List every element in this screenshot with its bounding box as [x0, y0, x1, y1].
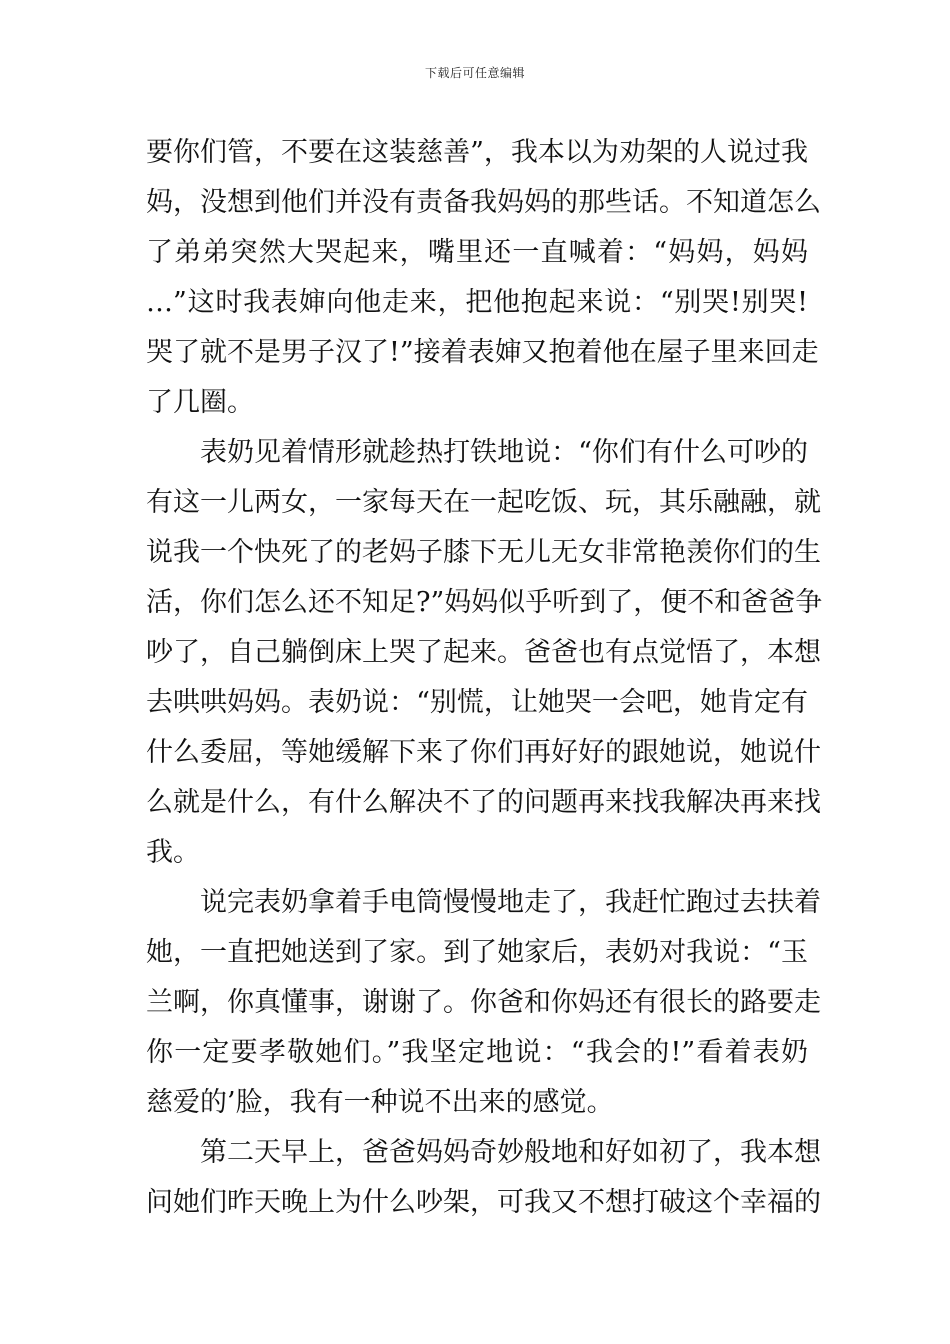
text-line: 哭了就不是男子汉了!”接着表婶又抱着他在屋子里来回走: [146, 337, 819, 368]
text-line: 我。: [146, 837, 200, 868]
text-line: 么就是什么，有什么解决不了的问题再来找我解决再来找: [146, 787, 821, 818]
text-line: 她，一直把她送到了家。到了她家后，表奶对我说：“玉: [146, 937, 808, 968]
text-line: 了几圈。: [146, 387, 254, 418]
text-line: …”这时我表婶向他走来，把他抱起来说：“别哭!别哭!: [146, 287, 808, 318]
text-line: 了弟弟突然大哭起来，嘴里还一直喊着：“妈妈，妈妈: [146, 237, 808, 268]
text-line: 什么委屈，等她缓解下来了你们再好好的跟她说，她说什: [146, 737, 821, 768]
text-line: 活，你们怎么还不知足?”妈妈似乎听到了，便不和爸爸争: [146, 587, 823, 618]
text-line: 要你们管，不要在这装慈善”，我本以为劝架的人说过我: [146, 137, 808, 168]
text-line: 吵了，自己躺倒床上哭了起来。爸爸也有点觉悟了，本想: [146, 637, 821, 668]
page-header: 下载后可任意编辑: [424, 66, 525, 80]
text-line: 表奶见着情形就趁热打铁地说：“你们有什么可吵的: [200, 437, 808, 468]
text-line: 问她们昨天晚上为什么吵架，可我又不想打破这个幸福的: [146, 1187, 821, 1218]
text-line: 你一定要孝敬她们。”我坚定地说：“我会的!”看着表奶: [146, 1037, 808, 1068]
text-line: 说我一个快死了的老妈子膝下无儿无女非常艳羡你们的生: [146, 537, 821, 568]
text-line: 慈爱的’脸，我有一种说不出来的感觉。: [146, 1087, 614, 1118]
text-line: 兰啊，你真懂事，谢谢了。你爸和你妈还有很长的路要走: [146, 987, 821, 1018]
text-line: 去哄哄妈妈。表奶说：“别慌，让她哭一会吧，她肯定有: [146, 687, 808, 718]
document-body: [146, 128, 823, 1228]
text-line: 妈，没想到他们并没有责备我妈妈的那些话。不知道怎么: [146, 187, 821, 218]
text-line: 有这一儿两女，一家每天在一起吃饭、玩，其乐融融，就: [146, 487, 821, 518]
text-line: 第二天早上，爸爸妈妈奇妙般地和好如初了，我本想: [200, 1137, 821, 1168]
text-line: 说完表奶拿着手电筒慢慢地走了，我赶忙跑过去扶着: [200, 887, 821, 918]
